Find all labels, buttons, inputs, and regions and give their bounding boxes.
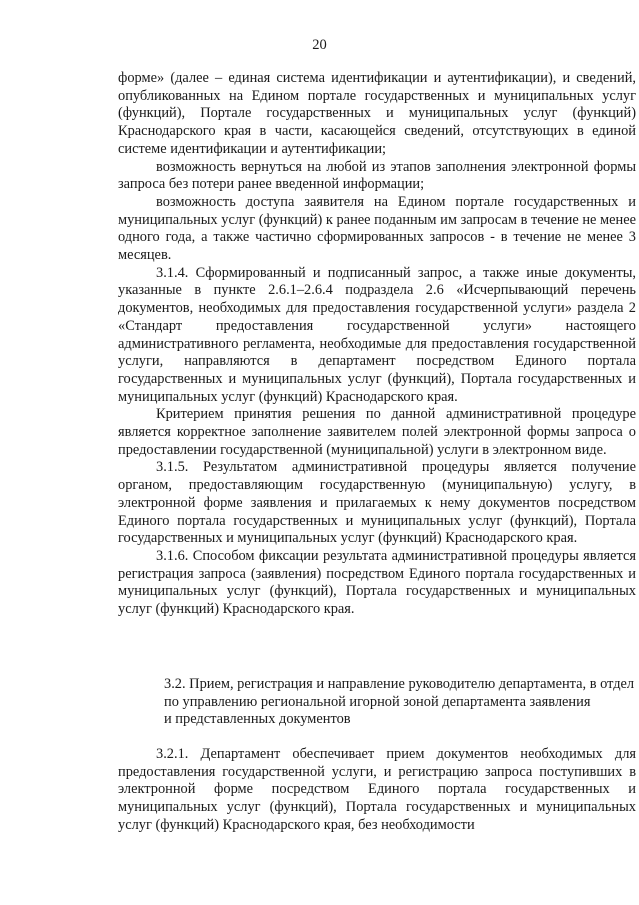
paragraph-3-1-4: 3.1.4. Сформированный и подписанный запрос, а также иные документы, указанные в пункте 2.6.1–2.6.4 подраздела 2.6 «Исчерпывающий перечень документов, необходимых для предоставления государственной услуги» раздела 2 «Стандарт предоставления государственной услуги» настоящего административного регламента, необходимые для предоставления государственной услуги, направляются в департамент посредством Единого портала государственных и муниципальных услуг (функций), Портала государственных и муниципальных услуг (функций) Краснодарского края. — [118, 264, 636, 405]
section-heading-3-2 — [118, 676, 636, 729]
section-heading-line: и представленных документов — [164, 711, 351, 728]
document-body — [118, 70, 636, 834]
paragraph-3-1-6: 3.1.6. Способом фиксации результата административной процедуры является регистрация запроса (заявления) посредством Единого портала государственных и муниципальных услуг (функций), Портала государственных и муниципальных услуг (функций) Краснодарского края. — [118, 547, 636, 618]
section-heading-line: 3.2. Прием, регистрация и направление руководителю департамента, в отдел — [164, 675, 635, 692]
heading-spacer — [118, 729, 636, 746]
section-spacer — [118, 619, 636, 676]
paragraph-continuation: форме» (далее – единая система идентификации и аутентификации), и сведений, опубликованных на Едином портале государственных и муниципальных услуг (функций), Портале государственных и муниципальных услуг (функций) Краснодарского края в части, касающейся сведений, отсутствующих в единой системе идентификации и аутентификации; — [118, 70, 636, 157]
paragraph-3-2-1: 3.2.1. Департамент обеспечивает прием документов необходимых для предоставления государственной услуги, и регистрацию запроса поступивших в электронной форме посредством Единого портала государственных и муниципальных услуг (функций), Портала государственных и муниципальных услуг (функций) Краснодарского края, без необходимости — [118, 745, 636, 833]
page-number: 20 — [312, 37, 327, 53]
paragraph: возможность доступа заявителя на Едином портале государственных и муниципальных услуг (функций) к ранее поданным им запросам в течение не менее одного года, а также частично сформированных запросов - в течение не менее 3 месяцев. — [118, 193, 636, 264]
paragraph-3-1-5: 3.1.5. Результатом административной процедуры является получение органом, предоставляющим государственную (муниципальную) услугу, в электронной форме заявления и прилагаемых к нему документов посредством Единого портала государственных и муниципальных услуг (функций), Портала государственных и муниципальных услуг (функций) Краснодарского края. — [118, 459, 636, 547]
section-heading-line: по управлению региональной игорной зоной департамента заявления — [164, 693, 591, 710]
paragraph: возможность вернуться на любой из этапов заполнения электронной формы запроса без потери ранее введенной информации; — [118, 158, 636, 193]
paragraph: Критерием принятия решения по данной административной процедуре является корректное заполнение заявителем полей электронной формы запроса о предоставлении государственной (муниципальной) услуги в электронном виде. — [118, 406, 636, 458]
